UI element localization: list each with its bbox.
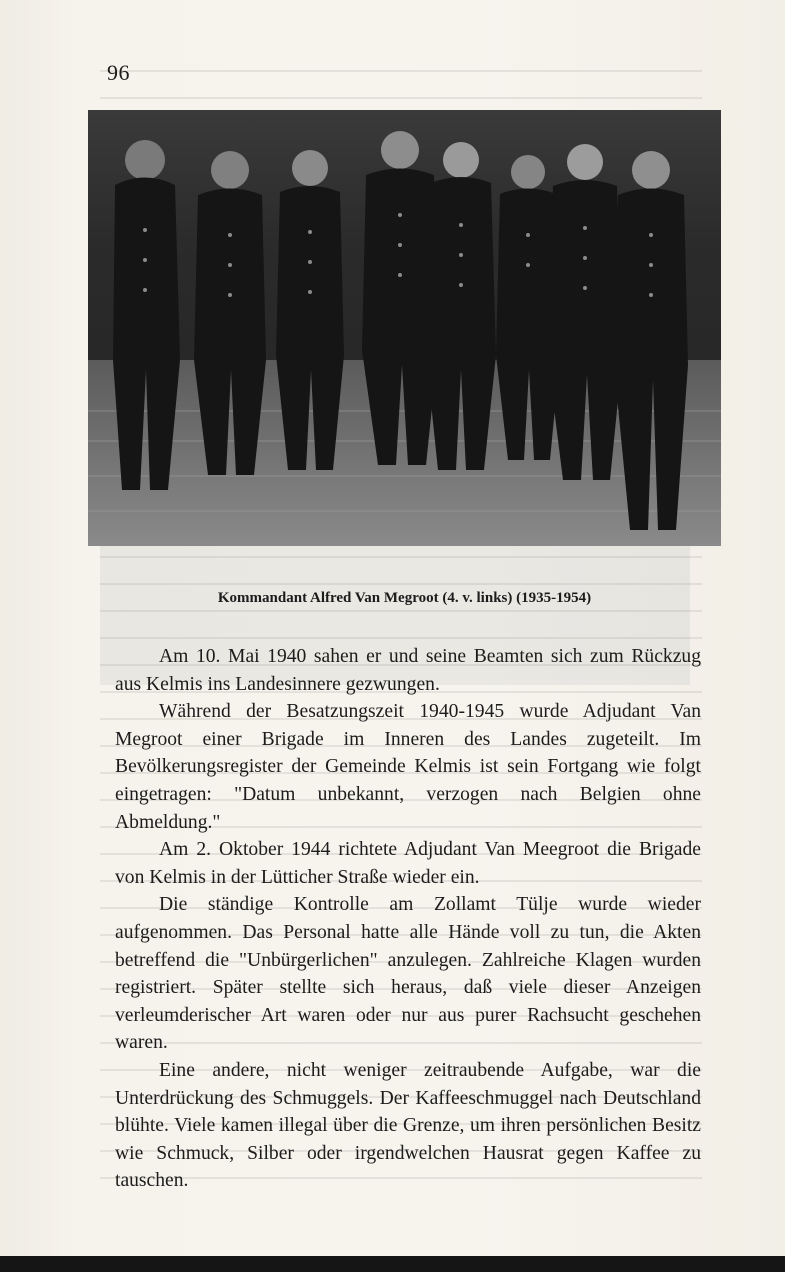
group-photo (88, 110, 721, 546)
paragraph: Während der Besatzungszeit 1940-1945 wurde Adjudant Van Megroot einer Brigade im Inneren des Landes zugeteilt. Im Bevölkerungsregister der Gemeinde Kelmis ist sein Fortgang wie folgt eingetragen: "Datum unbekannt, verzogen nach Belgien ohne Abmeldung." (115, 701, 701, 833)
photo-caption: Kommandant Alfred Van Megroot (4. v. links) (1935-1954) (217, 590, 592, 606)
paragraph: Am 2. Oktober 1944 richtete Adjudant Van Meegroot die Brigade von Kelmis in der Lütticher Straße wieder ein. (115, 839, 701, 888)
paragraph: Die ständige Kontrolle am Zollamt Tülje wurde wieder aufgenommen. Das Personal hatte alle Hände voll zu tun, die Akten betreffend die "Unbürgerlichen" anzulegen. Zahlreiche Klagen wurden registriert. Später stellte sich heraus, daß viele dieser Anzeigen verleumderischer Art waren oder nur aus purer Rachsucht geschehen waren. (115, 894, 701, 1054)
page-number: 96 (107, 60, 130, 85)
paragraph: Am 10. Mai 1940 sahen er und seine Beamten sich zum Rückzug aus Kelmis ins Landesinnere gezwungen. (115, 646, 701, 695)
paragraph: Eine andere, nicht weniger zeitraubende Aufgabe, war die Unterdrückung des Schmuggels. Der Kaffeeschmuggel nach Deutschland blühte. Viele kamen illegal über die Grenze, um ihren persönlichen Besitz wie Schmuck, Silber oder irgendwelchen Hausrat gegen Kaffee zu tauschen. (115, 1059, 701, 1192)
body-text (115, 643, 701, 1195)
scan-edge (0, 1256, 785, 1272)
